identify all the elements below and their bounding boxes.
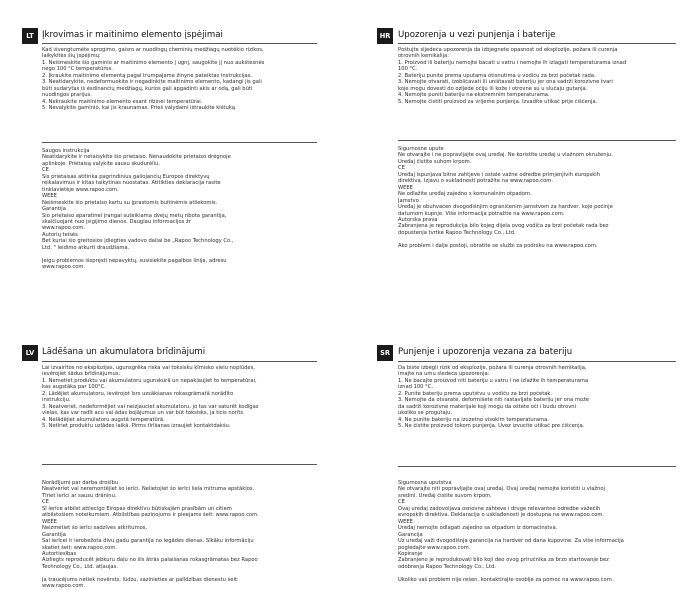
text-line: dopuštenja tvrtke Rapoo Technology Co., Ltd.	[398, 229, 516, 236]
text-line: otrovnih kemikalija:	[398, 53, 449, 60]
section-title-hr: Upozorenja u vezi punjenja i baterije	[398, 30, 556, 40]
text-line: 4. Nekraukite maitinimo elemento esant ribinei temperatūrai.	[42, 98, 203, 105]
text-line: laikykitės šių įspėjimų:	[42, 53, 101, 60]
text-line: Neizmetiet šo ierīci sadzīves atkritumos.	[42, 525, 148, 532]
text-line: Autortiesības	[42, 550, 77, 557]
text-line: Šai ierīcei ir ierobežota divu gadu garantija no iegādes dienas. Sīkāku informāciju	[42, 538, 254, 545]
text-line: kas augstāka par 100°C.	[42, 384, 106, 391]
language-badge-hr: HR	[377, 28, 393, 44]
divider-sr	[398, 466, 676, 467]
text-line: WEEE	[42, 193, 57, 200]
text-line: Garantija	[42, 531, 66, 538]
divider-hr	[398, 140, 676, 141]
text-line: iznad 100 °C.	[398, 384, 433, 391]
text-line: pogledajte www.rapoo.com.	[398, 544, 471, 551]
text-line: 2. Lādējiet akumulatoru, ievērojot īsrs uzsākšanas rokasgrāmatā norādīto	[42, 390, 234, 397]
text-line: Šī ierīce atbilst attiecīgo Eiropas direktīvu būtiskajām prasībām un citiem	[42, 505, 232, 512]
divider-lv	[42, 464, 317, 465]
text-line: Uređaj čistite suhom krpom.	[398, 158, 472, 165]
text-line: 5. Netīriet produktu uzlādes laikā. Pirms tīrīšanas izraujiet kontaktdakšu.	[42, 423, 231, 430]
text-line: WEEE	[398, 184, 413, 191]
text-line: Ltd. " leidimo atkurti draudžiama.	[42, 244, 130, 251]
text-line: ukoliko se progutaju.	[398, 410, 453, 417]
text-line: www.rapoo.com.	[42, 264, 86, 271]
text-line: nuodingos prarijus.	[42, 92, 92, 99]
divider-lt	[42, 142, 317, 143]
text-line: Technology Co., Ltd. atļaujas.	[42, 563, 118, 570]
text-line: instrukciju.	[42, 397, 71, 404]
text-line: atbilstošiem noteikumiem. Atbilstības paziņojums ir pieejams šeit: www.rapoo.com.	[42, 512, 259, 519]
info-block-lv	[42, 480, 318, 590]
text-line: Saugos instrukcija	[42, 148, 90, 154]
text-line: 1. Proizvod ili bateriju nemojte bacati u vatru i nemojte ih izlagati temperaturama iznad	[398, 59, 627, 66]
info-block-sr	[398, 480, 682, 583]
section-title-sr: Punjenje i upozorenja vezana za bateriju	[398, 347, 573, 357]
language-badge-lt: LT	[22, 28, 38, 44]
text-line: Uz uređaj važi dvogodišnja garancija na hardver od dana kupovine. Za više informacija	[398, 538, 624, 545]
text-line: imajte na umu sledeća upozorenja:	[398, 371, 490, 378]
text-line: Aizliegts reproducēt jebkuru daļu no šīs ātrās palaišanas rokasgrāmatas bez Rapoo	[42, 557, 258, 564]
text-line: direktiva. Izjavu o sukladnosti potražite na www.rapoo.com.	[398, 178, 553, 185]
text-line: skatiet šeit: www.rapoo.com.	[42, 544, 118, 551]
text-line: skaičiuojant nuo įsigijimo dienos. Daugiau informacijos žr	[42, 218, 191, 225]
text-line: Jamstvo	[398, 197, 419, 204]
text-line: CE	[398, 165, 405, 172]
text-line: Šio prietaiso aparatinei įrangai suteikiama dvejų metų ribota garantija,	[42, 212, 227, 219]
text-line: 4. Nelādējiet akumulatoru augstā temperatūrā.	[42, 416, 165, 423]
text-line: nego 100 °C temperatūros.	[42, 66, 113, 73]
text-line: Kopiranje	[398, 550, 423, 557]
text-line: 5. Ne čistite proizvod tokom punjenja. Uvez izvucite utikač pre čišćenja.	[398, 423, 585, 430]
text-line: Da biste izbegli rizik od eksplozije, požara ili curenja otrovnih hemikalija,	[398, 365, 587, 371]
text-line: Šis prietaisas atitinka pagrindinius galiojančių Europos direktyvų	[42, 173, 210, 180]
text-line: sredini. Uređaj čistite suvom krpom.	[398, 492, 492, 499]
text-line: CE	[398, 499, 405, 506]
text-line: Ako problem i dalje postoji, obratite se službi za podršku na www.rapoo.com.	[398, 242, 598, 249]
text-line: vielas, kas var radīt acu vai ādas bojājumus un var būt toksisks, ja ticis norīts.	[42, 410, 245, 417]
text-line: Jeigu problemos išspręsti nepavyktų, susisiekite pagalbos linija, adresu	[42, 257, 227, 264]
text-line: Bet kuriai šio greitosios įdiegties vadovo daliai be „Rapoo Technology Co.,	[42, 238, 234, 245]
text-line: Ne otvarajte i ne popravljajte ovaj uređaj. Ne koristite uređaj u vlažnom okruženju.	[398, 152, 613, 159]
text-line: 1. Neišmeskite šio gaminio ar maitinimo elemento į ugnį, saugokite jį nuo aukštesnės	[42, 59, 265, 66]
text-line: 2. Bateriju punite prema uputama otisnutima u vodiču za brzi početak rada.	[398, 72, 596, 79]
text-line: Kad išvengtumėte sprogimo, gaisro ar nuodingų cheminių medžiagų nuotėkio rizikos,	[42, 47, 264, 53]
text-line: 3. Nemojte da otvarate, deformišete niti rastavljate bateriju jer ona može	[398, 397, 589, 404]
text-line: Zabranjena je reprodukcija bilo kojeg dijela ovog vodiča za brzi početak rada bez	[398, 223, 609, 230]
text-line: tinklavietėje www.rapoo.com.	[42, 186, 119, 193]
text-line: CE	[42, 499, 49, 506]
text-line: Ukoliko vaš problem nije rešen, kontaktirajte osoblje za pomoć na www.rapoo.com.	[398, 576, 614, 583]
title-rule-lt	[42, 43, 317, 44]
text-line: koje mogu dovesti do ozljede očiju ili kože i otrovne su u slučaju gutanja.	[398, 85, 588, 92]
text-line: 5. Nevalykite gaminio, kai jis kraunamas. Prieš valydami ištraukite kištuką.	[42, 105, 237, 112]
text-line: Garantija	[42, 206, 66, 213]
text-line: Ne odlažite uređaj zajedno s komunalnim otpadom.	[398, 191, 532, 198]
text-line: 5. Nemojte čistiti proizvod za vrijeme punjenja. Izvadite utikač prije čišćenja.	[398, 98, 598, 105]
text-line: 4. Ne punite bateriju na izuzetno visokim temperaturama.	[398, 416, 549, 423]
text-line: Ja traucējums netiek novērsts, lūdzu, sazinieties ar palīdzības dienestu šeit:	[42, 576, 239, 583]
info-block-lt	[42, 148, 318, 271]
language-badge-lv: LV	[22, 345, 38, 361]
text-line: 3. Nemojte otvarati, izobličavati ili uništavati bateriju jer ona sadrži korozivne tvari	[398, 79, 613, 86]
text-line: Neatveriet vai neremontējiet šo ierīci. Nelietojiet šo ierīci liela mitruma apstākļos.	[42, 486, 255, 493]
text-line: da sadrži korozivne materijale koji mogu da oštete oči i budu otrovni	[398, 403, 577, 410]
text-line: WEEE	[398, 518, 413, 525]
text-line: Tīriet ierīci ar sausu drāniņu.	[42, 492, 117, 499]
section-title-lv: Lādēšana un akumulatora brīdinājumi	[42, 347, 206, 357]
text-line: 2. Įkraukite maitinimo elementą pagal trumpajame žinyne pateiktas instrukcijas.	[42, 72, 253, 79]
text-line: WEEE	[42, 518, 57, 525]
text-line: Lai izvairītos no eksplozijas, ugunsgrēka riska vai toksisku ķīmisko vielu noplūdes,	[42, 365, 255, 371]
text-line: reikalavimus ir kitas taikytinas nuostatas. Atitikties deklaracija rasite	[42, 180, 221, 187]
warning-block-lt	[42, 47, 318, 112]
text-line: būti sudarytas iš ėsdinančių medžiagų, kurios gali apgadinti akis ar odą, gali būti	[42, 85, 253, 92]
text-line: Sigurnosne upute	[398, 146, 444, 152]
title-rule-lv	[42, 361, 317, 362]
text-line: CE	[42, 167, 49, 174]
text-line: Ne otvarajte niti popravljajte ovaj uređaj. Ovaj uređaj nemojte koristiti u vlažnoj	[398, 486, 606, 493]
title-rule-sr	[398, 361, 676, 362]
text-line: Neatidarykite ir netaisykite šio prietaiso. Nenaudokite prietaiso drėgnoje	[42, 154, 231, 161]
text-line: Garancija	[398, 531, 423, 538]
text-line: Poštujte sljedeća upozorenja da izbjegnete opasnost od eksplozije, požara ili curenja	[398, 47, 618, 53]
text-line: www.rapoo.com.	[42, 583, 86, 590]
text-line: evropskih direktiva. Deklaracija o usklađenosti je dostupna na www.rapoo.com.	[398, 512, 605, 519]
text-line: 3. Neatveriet, nedeformējiet vai neizjauciet akumulatoru, jo tas var saturēt kodīgas	[42, 403, 259, 410]
text-line: Uređaj ispunjava bitne zahtjeve i ostale važne odredbe primjenjivih europskih	[398, 171, 600, 178]
text-line: www.rapoo.com.	[42, 225, 86, 232]
text-line: 100 °C.	[398, 66, 418, 73]
warning-block-hr	[398, 47, 682, 105]
text-line: Uređaj je obuhvaćen dvogodišnjim ograničenim jamstvom za hardver, koje počinje	[398, 204, 613, 211]
title-rule-hr	[398, 43, 676, 44]
info-block-hr	[398, 146, 682, 249]
warning-block-lv	[42, 365, 318, 430]
text-line: Zabranjeno je reprodukovati bilo koji deo ovog priručnika za brzo startovanje bez	[398, 557, 609, 564]
text-line: Sigurnosna uputstva	[398, 480, 452, 486]
text-line: 1. Nemetiet produktu vai akumulatoru ugunskurā un nepakļaujiet to temperatūrai,	[42, 377, 257, 384]
text-line: Norādījumi par darba drošību	[42, 480, 119, 486]
text-line: 1. Ne bacajte proizvod niti bateriju u vatru i ne izlažite ih temperaturama	[398, 377, 589, 384]
text-line: Ovaj uređaj zadovoljava osnovne zahteve i druge relevantne odredbe važećih	[398, 505, 601, 512]
text-line: Uređaj nemojte odlagati zajedno sa otpadom iz domaćinstva.	[398, 525, 558, 532]
text-line: datumom kupnje. Više informacija potražite na www.rapoo.com.	[398, 210, 565, 217]
section-title-lt: Įkrovimas ir maitinimo elemento įspėjimai	[42, 30, 223, 40]
language-badge-sr: SR	[377, 345, 393, 361]
text-line: odobrenja Rapoo Technology Co., Ltd.	[398, 563, 496, 570]
warning-block-sr	[398, 365, 682, 430]
text-line: Autorska prava	[398, 216, 438, 223]
text-line: ievērojiet šādus brīdinājumus:	[42, 371, 121, 378]
text-line: 4. Nemojte puniti bateriju na ekstremnim temperaturama.	[398, 92, 550, 99]
text-line: Neišmeskite šio prietaiso kartu su įprastomis buitinėmis atliekomis.	[42, 199, 218, 206]
text-line: 3. Neatidarykite, nedeformuokite ir negadinkite maitinimo elemento, kadangi jis gali	[42, 79, 262, 86]
text-line: Autorių teisės	[42, 231, 78, 238]
text-line: aplinkoje. Prietaisą valykite sausu skudurėliu.	[42, 160, 160, 167]
text-line: 2. Punite bateriju prema uputstvu u vodiču za brzi početak.	[398, 390, 553, 397]
